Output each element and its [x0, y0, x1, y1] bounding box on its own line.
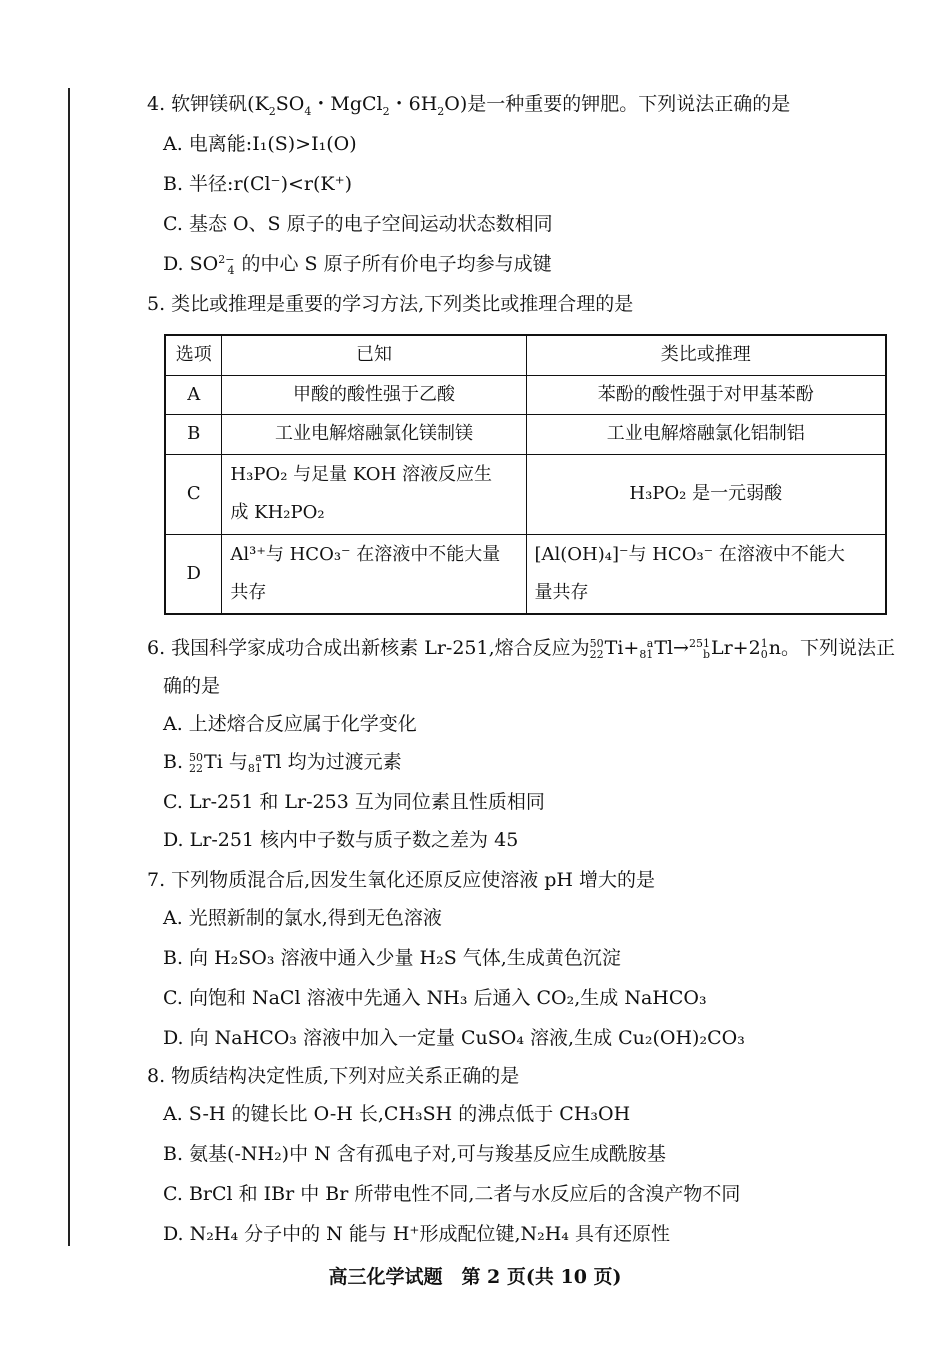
- q8-stem: 8. 物质结构决定性质,下列对应关系正确的是: [147, 1065, 520, 1087]
- q4-option-a: A. 电离能:I₁(S)>I₁(O): [163, 133, 357, 155]
- q4-option-c: C. 基态 O、S 原子的电子空间运动状态数相同: [163, 213, 553, 235]
- table-header-row: [165, 335, 886, 375]
- table-row: [165, 534, 886, 614]
- q8-option-b: B. 氨基(-NH₂)中 N 含有孤电子对,可与羧基反应生成酰胺基: [163, 1143, 666, 1165]
- row-a-analogy: 苯酚的酸性强于对甲基苯酚: [526, 375, 886, 414]
- q5-table: [164, 334, 887, 615]
- table-row: [165, 454, 886, 534]
- table-row: [165, 375, 886, 414]
- header-option: 选项: [165, 335, 222, 375]
- q4-option-d: D. SO 2− 4 的中心 S 原子所有价电子均参与成键: [163, 253, 552, 277]
- row-b-analogy: 工业电解熔融氯化铝制铝: [526, 414, 886, 454]
- q7-option-a: A. 光照新制的氯水,得到无色溶液: [163, 907, 442, 929]
- row-b-label: B: [165, 414, 222, 454]
- q7-option-d: D. 向 NaHCO₃ 溶液中加入一定量 CuSO₄ 溶液,生成 Cu₂(OH)₂CO₃: [163, 1027, 745, 1049]
- row-c-known: H₃PO₂ 与足量 KOH 溶液反应生 成 KH₂PO₂: [222, 454, 526, 534]
- row-a-known: 甲酸的酸性强于乙酸: [222, 375, 526, 414]
- q6-option-c: C. Lr-251 和 Lr-253 互为同位素且性质相同: [163, 791, 545, 813]
- page-footer: 高三化学试题 第 2 页(共 10 页): [328, 1266, 622, 1288]
- q4-stem: 4. 软钾镁矾($K_2SO_4$・MgCl$_2$・$6H_2O$)是一种重要的钾肥。下列说法正确的是: [147, 93, 791, 118]
- row-b-known: 工业电解熔融氯化镁制镁: [222, 414, 526, 454]
- q7-stem: 7. 下列物质混合后,因发生氧化还原反应使溶液 pH 增大的是: [147, 869, 656, 891]
- q7-option-b: B. 向 H₂SO₃ 溶液中通入少量 H₂S 气体,生成黄色沉淀: [163, 947, 621, 969]
- binding-margin-line: [68, 88, 70, 1246]
- q5-stem: 5. 类比或推理是重要的学习方法,下列类比或推理合理的是: [147, 293, 634, 315]
- table-row: [165, 414, 886, 454]
- q6-option-a: A. 上述熔合反应属于化学变化: [163, 713, 417, 735]
- q4-option-b: B. 半径:r(Cl⁻)<r(K⁺): [163, 173, 353, 195]
- row-c-analogy: H₃PO₂ 是一元弱酸: [526, 454, 886, 534]
- header-analogy: 类比或推理: [526, 335, 886, 375]
- q6-option-b: B. 50 22 Ti 与 a 81 Tl 均为过渡元素: [163, 751, 402, 775]
- q8-option-a: A. S-H 的键长比 O-H 长,CH₃SH 的沸点低于 CH₃OH: [163, 1103, 631, 1125]
- row-a-label: A: [165, 375, 222, 414]
- q7-option-c: C. 向饱和 NaCl 溶液中先通入 NH₃ 后通入 CO₂,生成 NaHCO₃: [163, 987, 707, 1009]
- header-known: 已知: [222, 335, 526, 375]
- row-c-label: C: [165, 454, 222, 534]
- q6-option-d: D. Lr-251 核内中子数与质子数之差为 45: [163, 829, 519, 851]
- row-d-analogy: [Al(OH)₄]⁻与 HCO₃⁻ 在溶液中不能大 量共存: [526, 534, 886, 614]
- row-d-known: Al³⁺与 HCO₃⁻ 在溶液中不能大量 共存: [222, 534, 526, 614]
- row-d-label: D: [165, 534, 222, 614]
- q8-option-c: C. BrCl 和 IBr 中 Br 所带电性不同,二者与水反应后的含溴产物不同: [163, 1183, 741, 1205]
- q6-stem-line2: 确的是: [163, 675, 221, 697]
- q8-option-d: D. N₂H₄ 分子中的 N 能与 H⁺形成配位键,N₂H₄ 具有还原性: [163, 1223, 670, 1245]
- q6-stem: 6. 我国科学家成功合成出新核素 Lr-251,熔合反应为 50 22 Ti+ a 81 Tl→ 251 b Lr+2 1 0 n。下列说法正: [147, 637, 895, 661]
